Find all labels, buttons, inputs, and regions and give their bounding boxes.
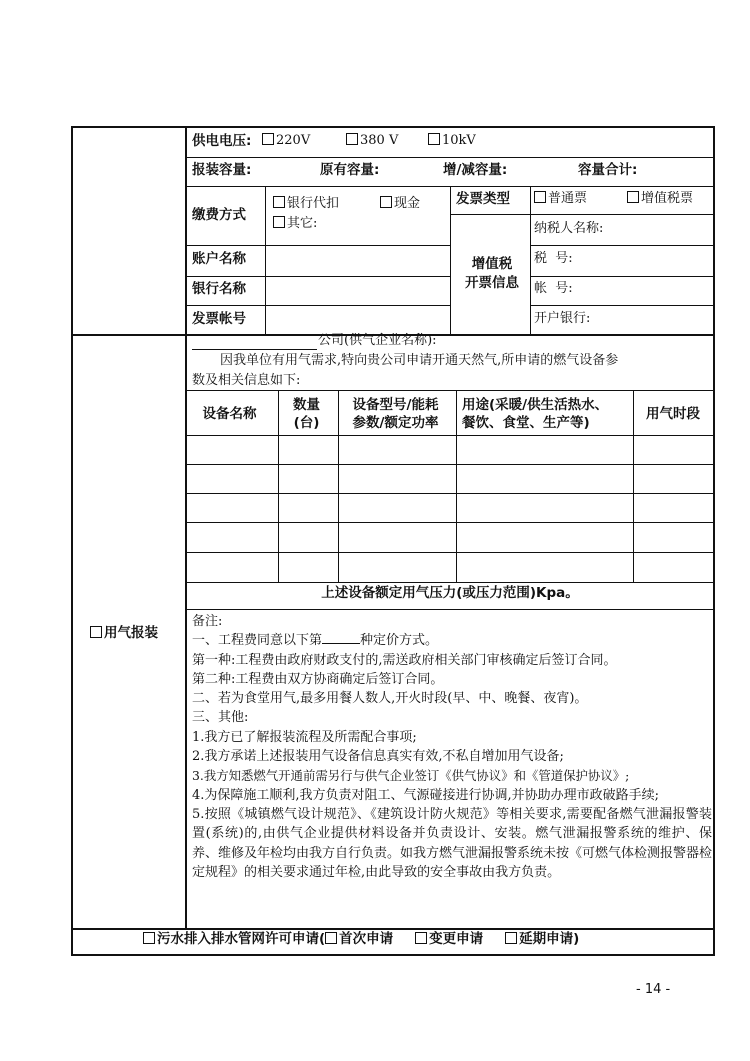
header-equipment-name: 设备名称 (202, 406, 257, 422)
notes-block (192, 612, 712, 882)
sewage-change-option[interactable]: 变更申请 (429, 931, 484, 947)
sewage-close-paren: ) (573, 931, 580, 947)
notes-item-4: 二、若为食堂用气,最多用餐人数人,开火时段(早、中、晚餐、夜宵)。 (192, 691, 588, 707)
notes-item-7: 2.我方承诺上述报装用气设备信息真实有效,不私自增加用气设备; (192, 749, 564, 765)
voltage-10kv-option[interactable]: 10kV (428, 132, 476, 150)
checkbox-icon[interactable] (415, 932, 427, 944)
notes-item-2: 第一种:工程费由政府财政支付的,需送政府相关部门审核确定后签订合同。 (192, 652, 617, 668)
capacity-label: 报装容量: (192, 162, 252, 178)
header-model-line1: 设备型号/能耗 (352, 397, 439, 413)
notes-item-6: 1.我方已了解报装流程及所需配合事项; (192, 729, 417, 745)
pricing-choice-blank[interactable] (322, 631, 360, 644)
header-quantity-line1: 数量 (293, 397, 320, 413)
sewage-extend-option[interactable]: 延期申请 (519, 931, 574, 947)
payment-method-label: 缴费方式 (192, 207, 246, 223)
intro-line2: 数及相关信息如下: (192, 373, 301, 388)
notes-item-1: 一、工程费同意以下第 种定价方式。 (192, 633, 439, 649)
invoice-vat-option[interactable]: 增值税票 (627, 190, 693, 208)
invoice-normal-option[interactable]: 普通票 (534, 190, 587, 208)
payment-other-option[interactable]: 其它: (273, 215, 317, 233)
notes-title: 备注: (192, 614, 223, 629)
checkbox-icon (273, 216, 285, 228)
power-voltage-label: 供电电压: (192, 133, 252, 149)
header-gas-time: 用气时段 (646, 406, 700, 422)
payment-bank-option[interactable]: 银行代扣 (273, 195, 339, 213)
vat-info-label-line1: 增值税 (471, 256, 513, 272)
gas-section-label[interactable]: 用气报装 (90, 624, 158, 642)
invoice-account-label: 发票帐号 (192, 311, 246, 327)
sewage-first-option[interactable]: 首次申请 (339, 931, 394, 947)
header-use-line1: 用途(采暖/供生活热水、 (462, 397, 609, 413)
tax-number-label: 税 号: (534, 251, 573, 266)
voltage-220-option[interactable]: 220V (262, 132, 310, 150)
company-name-blank[interactable] (192, 349, 317, 350)
account-name-label: 账户名称 (192, 251, 246, 267)
notes-item-9: 4.为保障施工顺利,我方负责对阻工、气源碰接进行协调,并协助办理市政破路手续; (192, 787, 660, 803)
voltage-380-option[interactable]: 380 V (346, 132, 398, 150)
checkbox-icon (90, 626, 102, 638)
header-model-line2: 参数/额定功率 (352, 415, 439, 431)
change-capacity-label: 增/减容量: (443, 162, 508, 178)
sewage-label: 污水排入排水管网许可申请( (157, 931, 326, 947)
left-column-divider (185, 128, 187, 928)
company-line: 公司(供气企业名称): (318, 333, 437, 348)
checkbox-icon (380, 196, 392, 208)
checkbox-icon[interactable] (505, 932, 517, 944)
account-number-label: 帐 号: (534, 281, 573, 296)
checkbox-icon (273, 196, 285, 208)
taxpayer-name-label: 纳税人名称: (534, 221, 604, 236)
header-use-line2: 餐饮、食堂、生产等) (462, 415, 590, 431)
notes-item-3: 第二种:工程费由双方协商确定后签订合同。 (192, 671, 444, 687)
header-quantity-line2: (台) (293, 415, 320, 431)
checkbox-icon (428, 133, 440, 145)
checkbox-icon (262, 133, 274, 145)
notes-item-5: 三、其他: (192, 710, 249, 726)
checkbox-icon[interactable] (325, 932, 337, 944)
sewage-permit-row (143, 930, 579, 948)
intro-line1: 因我单位有用气需求,特向贵公司申请开通天然气,所申请的燃气设备参 (220, 353, 619, 368)
checkbox-icon (346, 133, 358, 145)
notes-item-8: 3.我方知悉燃气开通前需另行与供气企业签订《供气协议》和《管道保护协议》; (192, 768, 630, 784)
checkbox-icon (534, 191, 546, 203)
vat-info-label-line2: 开票信息 (465, 275, 519, 291)
checkbox-icon[interactable] (143, 932, 155, 944)
pressure-statement: 上述设备额定用气压力(或压力范围)Kpa。 (321, 585, 579, 601)
notes-item-10: 5.按照《城镇燃气设计规范》、《建筑设计防火规范》等相关要求,需要配备燃气泄漏报警装置(系统)的,由供气企业提供材料设备并负责设计、安装。燃气泄漏报警系统的维护、保养、维修及年检均由我方自行负责。如我方燃气泄漏报警系统未按《可燃气体检测报警器检定规程》的相关要求通过年检,由此导致的安全事故由我方负责。 (192, 806, 713, 880)
page-number: - 14 - (636, 982, 671, 997)
total-capacity-label: 容量合计: (578, 162, 638, 178)
checkbox-icon (627, 191, 639, 203)
opening-bank-label: 开户银行: (534, 311, 591, 326)
payment-cash-option[interactable]: 现金 (380, 195, 420, 213)
invoice-type-label: 发票类型 (456, 191, 510, 207)
bank-name-label: 银行名称 (192, 281, 246, 297)
original-capacity-label: 原有容量: (320, 162, 380, 178)
